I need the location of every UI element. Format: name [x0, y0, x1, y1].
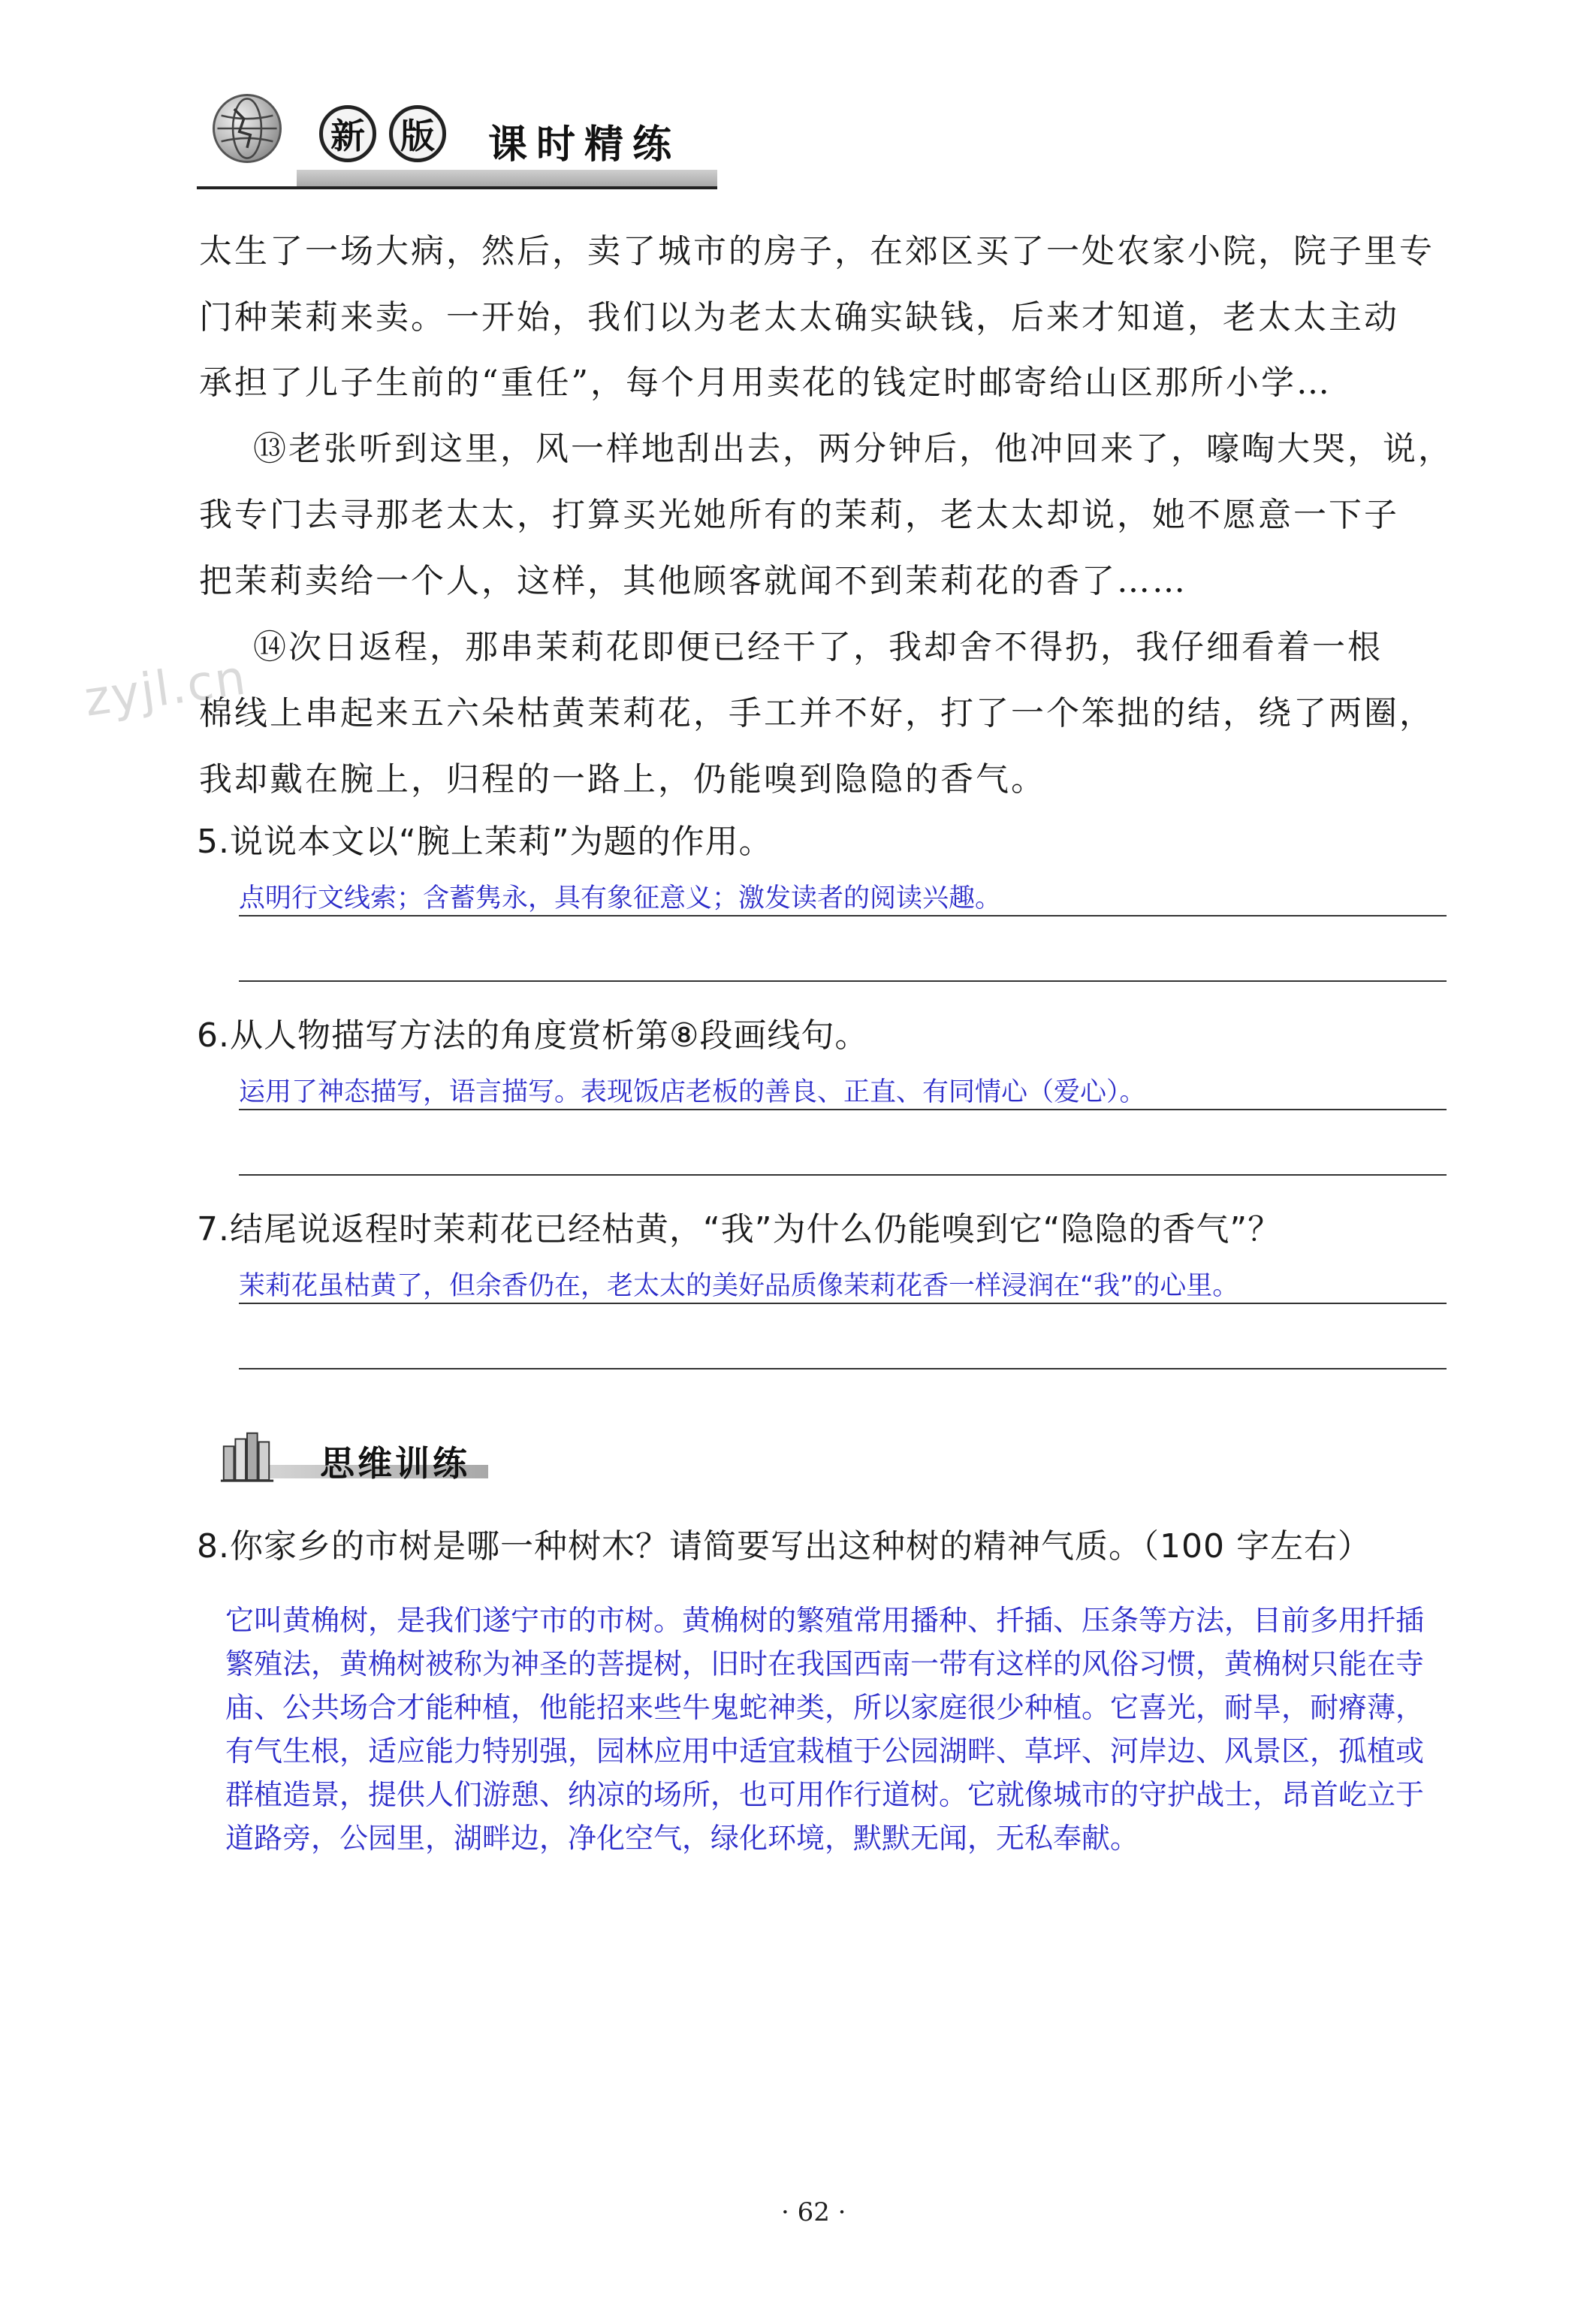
question-6: 6.从人物描写方法的角度赏析第⑧段画线句。 [197, 1016, 869, 1055]
header-title: 课时精练 [488, 122, 681, 168]
answer-8-line: 它叫黄桷树，是我们遂宁市的市树。黄桷树的繁殖常用播种、扦插、压条等方法，目前多用扦插 [225, 1604, 1425, 1637]
header-bar [297, 170, 717, 186]
globe-icon [213, 94, 282, 163]
answer-line [239, 915, 1447, 916]
passage-line: 我却戴在腕上，归程的一路上，仍能嗅到隐隐的香气。 [199, 760, 1046, 799]
passage-line: 我专门去寻那老太太，打算买光她所有的茉莉，老太太却说，她不愿意一下子 [199, 496, 1399, 534]
answer-8-line: 道路旁，公园里，湖畔边，净化空气，绿化环境，默默无闻，无私奉献。 [225, 1822, 1139, 1855]
books-icon [218, 1426, 276, 1484]
passage-line: 承担了儿子生前的“重任”，每个月用卖花的钱定时邮寄给山区那所小学… [199, 364, 1332, 402]
passage-line: 门种茉莉来卖。一开始，我们以为老太太确实缺钱，后来才知道，老太太主动 [199, 298, 1399, 337]
answer-line [239, 1174, 1447, 1176]
answer-8-line: 群植造景，提供人们游憩、纳凉的场所，也可用作行道树。它就像城市的守护战士，昂首屹立于 [225, 1778, 1425, 1811]
section-title: 思维训练 [320, 1443, 470, 1484]
answer-line [239, 1368, 1447, 1369]
watermark: zyjl.cn [80, 650, 251, 728]
answer-5: 点明行文线索；含蓄隽永，具有象征意义；激发读者的阅读兴趣。 [239, 883, 1002, 913]
answer-line [239, 980, 1447, 982]
answer-8-line: 繁殖法，黄桷树被称为神圣的菩提树，旧时在我国西南一带有这样的风俗习惯，黄桷树只能在寺 [225, 1647, 1425, 1680]
badge-xin: 新 [319, 105, 376, 162]
answer-line [239, 1303, 1447, 1304]
passage-line: 把茉莉卖给一个人，这样，其他顾客就闻不到茉莉花的香了…… [199, 562, 1187, 600]
passage-line: 太生了一场大病，然后，卖了城市的房子，在郊区买了一处农家小院，院子里专 [199, 232, 1435, 270]
header-underline [197, 186, 717, 189]
answer-8-line: 有气生根，适应能力特别强，园林应用中适宜栽植于公园湖畔、草坪、河岸边、风景区，孤植或 [225, 1735, 1425, 1768]
page-number: · 62 · [781, 2197, 846, 2227]
passage-line: ⑭次日返程，那串茉莉花即便已经干了，我却舍不得扔，我仔细看着一根 [253, 628, 1383, 666]
question-7: 7.结尾说返程时茉莉花已经枯黄，“我”为什么仍能嗅到它“隐隐的香气”？ [197, 1210, 1282, 1249]
badge-ban: 版 [389, 105, 446, 162]
passage-line: ⑬老张听到这里，风一样地刮出去，两分钟后，他冲回来了，嚎啕大哭，说， [253, 430, 1453, 468]
answer-8-line: 庙、公共场合才能种植，他能招来些牛鬼蛇神类，所以家庭很少种植。它喜光，耐旱，耐瘠薄， [225, 1691, 1425, 1724]
question-8: 8.你家乡的市树是哪一种树木？请简要写出这种树的精神气质。（100 字左右） [197, 1527, 1371, 1566]
answer-6: 运用了神态描写，语言描写。表现饭店老板的善良、正直、有同情心（爱心）。 [239, 1077, 1146, 1107]
answer-line [239, 1109, 1447, 1110]
passage-line: 棉线上串起来五六朵枯黄茉莉花，手工并不好，打了一个笨拙的结，绕了两圈， [199, 694, 1435, 732]
answer-7: 茉莉花虽枯黄了，但余香仍在，老太太的美好品质像茉莉花香一样浸润在“我”的心里。 [239, 1271, 1239, 1301]
page-header [0, 0, 1596, 203]
question-5: 5.说说本文以“腕上茉莉”为题的作用。 [197, 823, 773, 861]
